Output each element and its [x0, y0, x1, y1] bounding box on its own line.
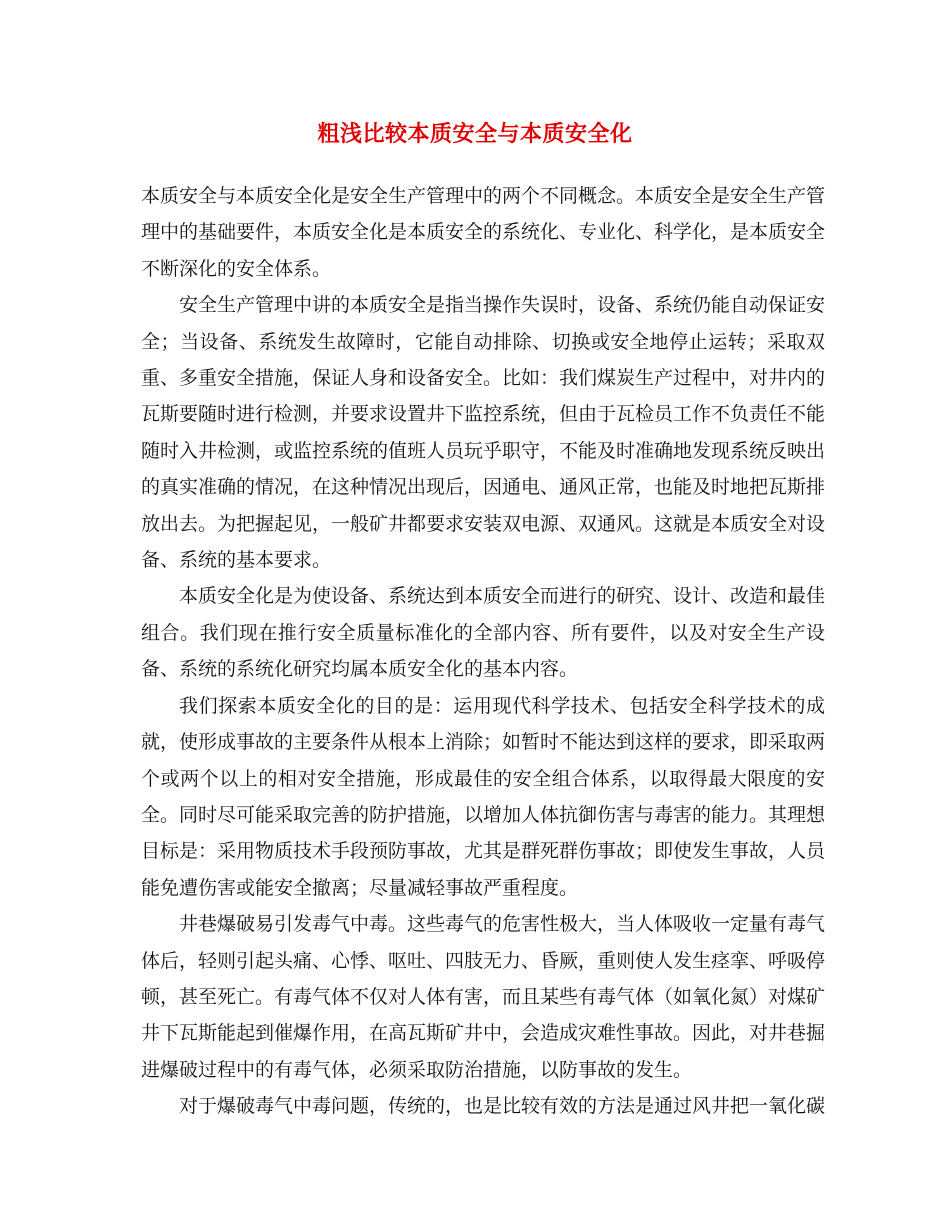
document-body — [141, 178, 825, 1125]
paragraph-intrinsic-safety: 安全生产管理中讲的本质安全是指当操作失误时，设备、系统仍能自动保证安全；当设备、系统发生故障时，它能自动排除、切换或安全地停止运转；采取双重、多重安全措施，保证人身和设备安全。比如：我们煤炭生产过程中，对井内的瓦斯要随时进行检测，并要求设置井下监控系统，但由于瓦检员工作不负责任不能随时入井检测，或监控系统的值班人员玩乎职守，不能及时准确地发现系统反映出的真实准确的情况，在这种情况出现后，因通电、通风正常，也能及时地把瓦斯排放出去。为把握起见，一般矿井都要求安装双电源、双通风。这就是本质安全对设备、系统的基本要求。 — [141, 294, 826, 572]
document-title: 粗浅比较本质安全与本质安全化 — [317, 121, 633, 147]
paragraph-traditional-method: 对于爆破毒气中毒问题，传统的，也是比较有效的方法是通过风井把一氧化碳 — [179, 1095, 826, 1118]
paragraph-safety-process: 本质安全化是为使设备、系统达到本质安全而进行的研究、设计、改造和最佳组合。我们现在推行安全质量标准化的全部内容、所有要件，以及对安全生产设备、系统的系统化研究均属本质安全化的基本内容。 — [141, 585, 826, 681]
paragraph-blasting-gas: 井巷爆破易引发毒气中毒。这些毒气的危害性极大，当人体吸收一定量有毒气体后，轻则引起头痛、心悸、呕吐、四肢无力、昏厥，重则使人发生痉挛、呼吸停顿，甚至死亡。有毒气体不仅对人体有害，而且某些有毒气体（如氧化氮）对煤矿井下瓦斯能起到催爆作用，在高瓦斯矿井中，会造成灾难性事故。因此，对井巷掘进爆破过程中的有毒气体，必须采取防治措施，以防事故的发生。 — [141, 913, 826, 1081]
paragraph-purpose: 我们探索本质安全化的目的是：运用现代科学技术、包括安全科学技术的成就，使形成事故的主要条件从根本上消除；如暂时不能达到这样的要求，即采取两个或两个以上的相对安全措施，形成最佳的安全组合体系，以取得最大限度的安全。同时尽可能采取完善的防护措施，以增加人体抗御伤害与毒害的能力。其理想目标是：采用物质技术手段预防事故，尤其是群死群伤事故；即使发生事故，人员能免遭伤害或能安全撤离；尽量减轻事故严重程度。 — [141, 694, 826, 899]
paragraph-intro: 本质安全与本质安全化是安全生产管理中的两个不同概念。本质安全是安全生产管理中的基础要件，本质安全化是本质安全的系统化、专业化、科学化，是本质安全不断深化的安全体系。 — [141, 185, 826, 280]
